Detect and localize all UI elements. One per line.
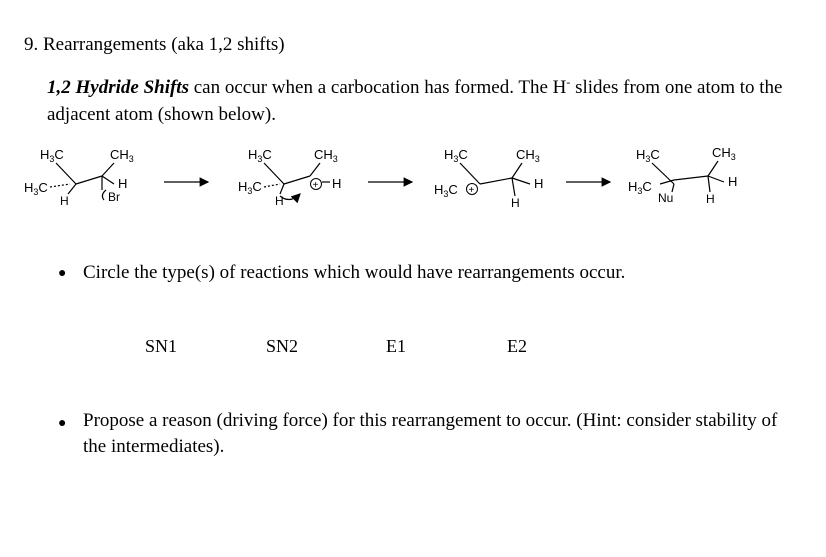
hydride-charge: -: [566, 75, 571, 89]
methyl-label: $CH_3$: [516, 147, 540, 164]
methyl-label: $H_3C$: [40, 147, 64, 164]
hydrogen-label: H: [275, 194, 284, 208]
choice-e1[interactable]: [386, 336, 406, 357]
hydrogen-label: H: [534, 176, 544, 191]
structure-bromide: [24, 147, 134, 208]
choice-sn2[interactable]: [266, 336, 298, 357]
intro-text-b: slides from one atom to the adjacent atom (shown below).: [47, 77, 783, 125]
methyl-label: $H_3C$: [24, 180, 48, 197]
structure-secondary-cation: [238, 147, 341, 208]
bromine-label: Br: [108, 190, 120, 204]
choice-sn1-letter: S: [145, 336, 156, 356]
plus-sign: +: [312, 180, 319, 191]
choice-e2-label: E2: [507, 336, 527, 356]
hydrogen-label: H: [511, 196, 520, 210]
choice-sn1[interactable]: [145, 336, 177, 357]
intro-text-a: can occur when a carbocation has formed. The H: [188, 77, 567, 98]
bullet-instruction-circle: Circle the type(s) of reactions which would have rearrangements occur.: [83, 262, 626, 283]
hydrogen-label: H: [118, 176, 128, 191]
methyl-label: $H_3C$: [628, 179, 652, 196]
choice-sn1-subscript: N: [155, 336, 169, 356]
methyl-label: $H_3C$: [444, 147, 468, 164]
hydride-shift-scheme: [18, 140, 808, 220]
choice-sn2-letter: S: [266, 336, 277, 356]
question-heading: 9. Rearrangements (aka 1,2 shifts): [24, 34, 285, 55]
plus-sign: +: [468, 185, 475, 196]
bullet-icon: ●: [58, 266, 67, 281]
intro-paragraph: [47, 74, 817, 128]
structure-product: [628, 145, 737, 206]
choice-e2[interactable]: [507, 336, 527, 357]
choice-sn2-order: 2: [289, 336, 299, 356]
nucleophile-label: Nu: [658, 191, 674, 205]
bullet-icon: ●: [58, 416, 67, 431]
methyl-label: $H_3C$: [238, 179, 262, 196]
hydrogen-label: H: [60, 194, 69, 208]
intro-lead: 1,2 Hydride Shifts: [47, 77, 189, 98]
choice-sn1-order: 1: [168, 336, 178, 356]
methyl-label: $H_3C$: [248, 147, 272, 164]
methyl-label: $CH_3$: [110, 147, 134, 164]
methyl-label: $CH_3$: [712, 145, 736, 162]
methyl-label: $H_3C$: [434, 182, 458, 199]
hydrogen-label: H: [728, 174, 738, 189]
bullet-instruction-reason: Propose a reason (driving force) for this rearrangement to occur. (Hint: consider stability of the intermediates).: [83, 410, 778, 457]
methyl-label: $H_3C$: [636, 147, 660, 164]
methyl-label: $CH_3$: [314, 147, 338, 164]
hydrogen-label: H: [332, 176, 342, 191]
choice-e1-label: E1: [386, 336, 406, 356]
choice-sn2-subscript: N: [276, 336, 290, 356]
hydrogen-label: H: [706, 192, 715, 206]
structure-tertiary-cation: [434, 147, 543, 210]
